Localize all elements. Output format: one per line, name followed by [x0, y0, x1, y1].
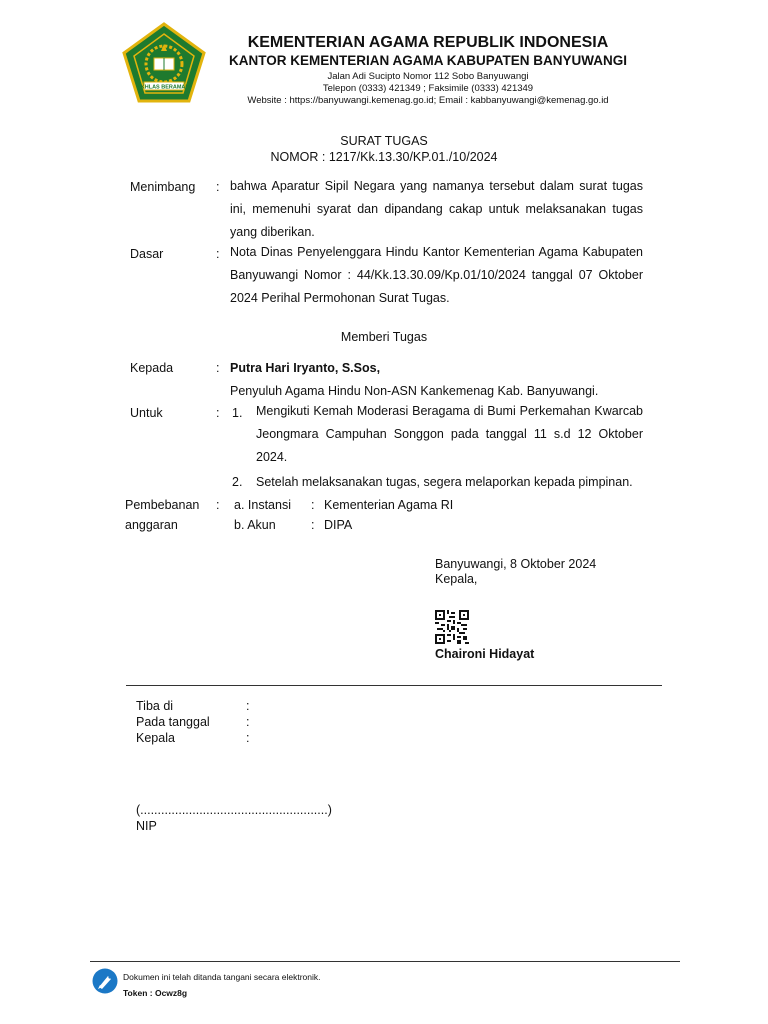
office-address: Jalan Adi Sucipto Nomor 112 Sobo Banyuwangi: [327, 71, 529, 82]
budget-key-akun: b. Akun: [234, 518, 276, 532]
section-divider: [126, 685, 662, 686]
pembebanan-label: Pembebanan: [125, 498, 200, 512]
ministry-logo: [122, 22, 206, 104]
arrival-colon-kepala: :: [246, 731, 250, 745]
kepada-label: Kepada: [130, 361, 174, 375]
assignee-position: Penyuluh Agama Hindu Non-ASN Kankemenag Kab. Banyuwangi.: [230, 384, 599, 398]
anggaran-label: anggaran: [125, 518, 178, 532]
budget-value-akun: DIPA: [324, 518, 353, 532]
e-signature-icon: [92, 968, 118, 994]
office-phone: Telepon (0333) 421349 ; Faksimile (0333) 421349: [322, 83, 534, 94]
task-item-2-number: 2.: [232, 475, 243, 489]
dasar-label: Dasar: [130, 247, 164, 261]
office-web-email: Website : https://banyuwangi.kemenag.go.id; Email : kabbanyuwangi@kemenag.go.id: [247, 95, 609, 106]
memberi-tugas-heading: Memberi Tugas: [340, 330, 428, 344]
untuk-label: Untuk: [130, 406, 163, 420]
menimbang-label: Menimbang: [130, 180, 196, 194]
footer-note: Dokumen ini telah ditanda tangani secara elektronik.: [123, 972, 321, 982]
untuk-colon: :: [216, 406, 220, 420]
budget-value-instansi: Kementerian Agama RI: [324, 498, 454, 512]
signatory-name: Chaironi Hidayat: [435, 647, 535, 661]
logo-caption: IKHLAS BERAMAL: [139, 84, 189, 91]
document-title: SURAT TUGAS: [340, 134, 428, 148]
footer-token: Token : Ocwz8g: [123, 988, 188, 998]
document-number: NOMOR : 1217/Kk.13.30/KP.01./10/2024: [270, 150, 498, 164]
arrival-nip-label: NIP: [136, 819, 157, 833]
dasar-text: Nota Dinas Penyelenggara Hindu Kantor Kementerian Agama Kabupaten Banyuwangi Nomor : 44/Kk.13.30.09/Kp.01/10/2024 tanggal 07 Oktober 2024 Perihal Permohonan Surat Tugas.: [230, 245, 643, 305]
pembebanan-colon: :: [216, 498, 220, 512]
arrival-colon-tiba: :: [246, 699, 250, 713]
budget-key-instansi: a. Instansi: [234, 498, 291, 512]
office-title: KANTOR KEMENTERIAN AGAMA KABUPATEN BANYUWANGI: [229, 53, 627, 68]
arrival-label-kepala: Kepala: [136, 731, 175, 745]
signature-role: Kepala,: [435, 572, 478, 586]
qr-code: [435, 610, 469, 644]
task-item-2-text: Setelah melaksanakan tugas, segera melaporkan kepada pimpinan.: [256, 475, 633, 489]
kepada-colon: :: [216, 361, 220, 375]
arrival-signature-blank: (......................................................): [136, 803, 332, 817]
footer-divider: [90, 961, 680, 962]
ministry-title: KEMENTERIAN AGAMA REPUBLIK INDONESIA: [247, 34, 609, 51]
budget-sep-akun: :: [311, 518, 315, 532]
budget-sep-instansi: :: [311, 498, 315, 512]
signature-place-date: Banyuwangi, 8 Oktober 2024: [435, 557, 597, 571]
task-item-1-text: Mengikuti Kemah Moderasi Beragama di Bumi Perkemahan Kwarcab Jeongmara Campuhan Songgon pada tanggal 11 s.d 12 Oktober 2024.: [256, 404, 643, 464]
arrival-label-tiba: Tiba di: [136, 699, 174, 713]
menimbang-colon: :: [216, 180, 220, 194]
arrival-label-tanggal: Pada tanggal: [136, 715, 210, 729]
assignee-name: Putra Hari Iryanto, S.Sos,: [230, 361, 381, 375]
arrival-colon-tanggal: :: [246, 715, 250, 729]
dasar-colon: :: [216, 247, 220, 261]
task-item-1-number: 1.: [232, 406, 243, 420]
menimbang-text: bahwa Aparatur Sipil Negara yang namanya tersebut dalam surat tugas ini, memenuhi syarat dan dipandang cakap untuk melaksanakan tugas yang diberikan.: [230, 179, 643, 239]
